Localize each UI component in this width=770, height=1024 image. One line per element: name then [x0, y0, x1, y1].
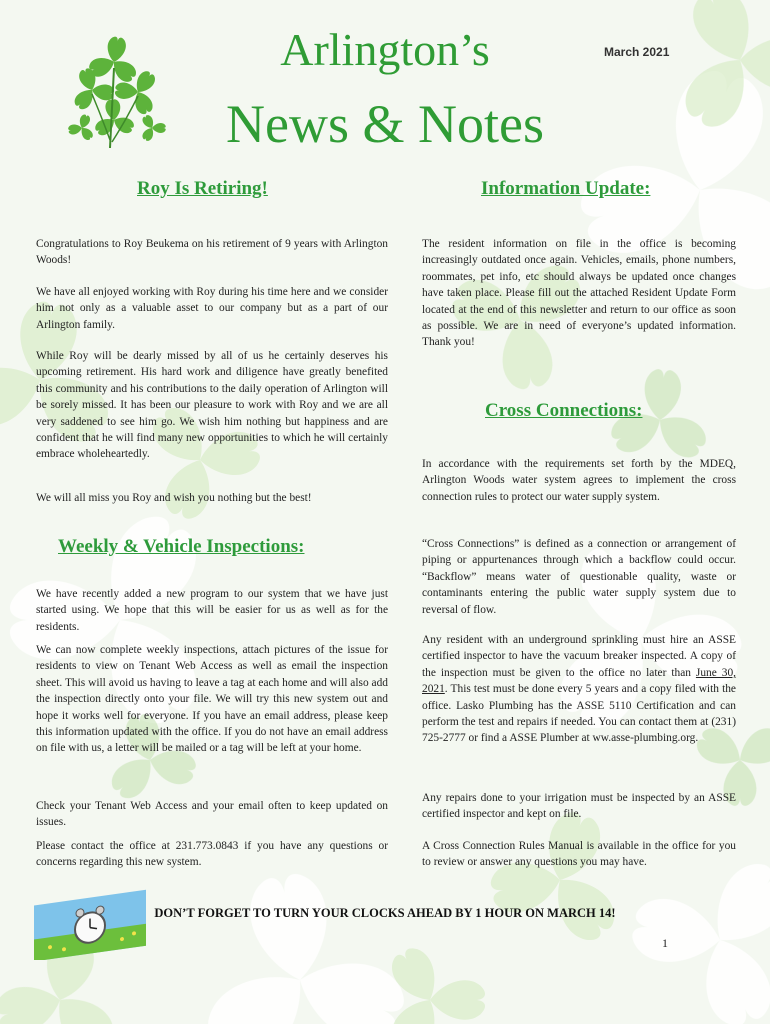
cross-paragraph-3-start: Any resident with an underground sprinkling must hire an ASSE certified inspector to have the vacuum breaker inspected. A copy of the inspection must be given to the office no later than — [422, 634, 736, 679]
cross-paragraph-5: A Cross Connection Rules Manual is available in the office for you to review or answer any questions you may have. — [422, 840, 736, 869]
cross-paragraph-3 — [422, 632, 736, 747]
retiring-paragraph-4: We will all miss you Roy and wish you nothing but the best! — [36, 492, 312, 504]
retiring-paragraph-1: Congratulations to Roy Beukema on his retirement of 9 years with Arlington Woods! — [36, 238, 388, 267]
newsletter-title-line1: Arlington’s — [280, 24, 490, 75]
heading-information-update: Information Update: — [481, 178, 651, 199]
cross-paragraph-4: Any repairs done to your irrigation must be inspected by an ASSE certified inspector and kept on file. — [422, 792, 736, 821]
inspections-paragraph-4: Please contact the office at 231.773.0843 if you have any questions or concerns regarding this new system. — [36, 840, 388, 869]
cross-paragraph-1: In accordance with the requirements set forth by the MDEQ, Arlington Woods water system agrees to implement the cross connection rules to protect our water supply system. — [422, 458, 736, 503]
newsletter-title-line2: News & Notes — [226, 94, 544, 154]
information-update-paragraph: The resident information on file in the office is becoming increasingly outdated once again. Vehicles, emails, phone numbers, roommates, pet info, etc should always be updated once changes have taken place. Please fill out the attached Resident Update Form located at the end of this newsletter and return to our office as soon as possible. We are in need of everyone’s updated information. Thank you! — [422, 238, 736, 349]
inspections-paragraph-2: We can now complete weekly inspections, attach pictures of the issue for residents to view on Tenant Web Access as well as email the inspection sheet. This will avoid us having to leave a tag at each home and will also add the inspection directly onto your file. We will try this new system out and hope it works well for everyone. If you have an email address, please keep this information updated with the office. If you do not have an email address on file with us, a letter will be mailed or a tag will be left at your home. — [36, 644, 388, 755]
inspections-paragraph-1: We have recently added a new program to our system that we have just started using. We hope that this will be easier for us as well as for the residents. — [36, 588, 388, 633]
cross-paragraph-2: “Cross Connections” is defined as a connection or arrangement of piping or appurtenances through which a backflow could occur. “Backflow” means water of questionable quality, waste or contaminants entering the public water supply system due to reversal of flow. — [422, 538, 736, 616]
issue-date: March 2021 — [604, 45, 670, 59]
retiring-paragraph-2: We have all enjoyed working with Roy during his time here and we consider him not only as a valuable asset to our company but as a part of our Arlington family. — [36, 286, 388, 331]
heading-roy-retiring: Roy Is Retiring! — [137, 178, 268, 199]
page-number: 1 — [662, 936, 668, 950]
inspection-deadline-date: June 30, 2021 — [422, 666, 737, 696]
shamrock-image — [62, 28, 172, 156]
heading-cross-connections: Cross Connections: — [485, 400, 643, 421]
alarm-clock-image — [30, 888, 150, 960]
cross-paragraph-3-end: . This test must be done every 5 years and a copy filed with the office. Lasko Plumbing has the ASSE 5110 Certification and can perform the test and repairs if needed. You can contact them at (231) 725-2777 or find a ASSE Plumber at ww.asse-plumbing.org. — [422, 683, 736, 745]
clock-reminder: DON’T FORGET TO TURN YOUR CLOCKS AHEAD BY 1 HOUR ON MARCH 14! — [154, 906, 616, 920]
retiring-paragraph-3: While Roy will be dearly missed by all of us he certainly deserves his upcoming retirement. His hard work and diligence have greatly benefited this community and his contributions to the daily operation of Arlington will be sorely missed. It has been our pleasure to work with Roy and we are all very saddened to see him go. We wish him nothing but happiness and are confident that he will find many new opportunities to which he will certainly embrace wholeheartedly. — [36, 350, 388, 461]
heading-weekly-inspections: Weekly & Vehicle Inspections: — [58, 536, 305, 557]
inspections-paragraph-3: Check your Tenant Web Access and your email often to keep updated on issues. — [36, 800, 388, 829]
